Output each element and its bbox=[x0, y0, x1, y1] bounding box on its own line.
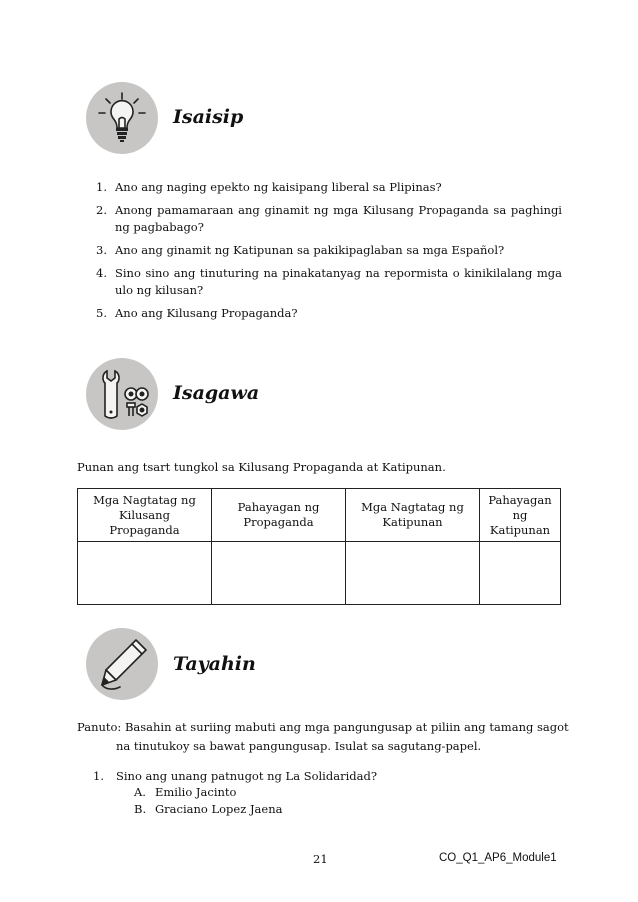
question-number: 1. bbox=[93, 769, 104, 783]
blank-answer-cell[interactable] bbox=[78, 542, 212, 605]
panuto-line-1: Panuto: Basahin at suriing mabuti ang mga pangungusap at piliin ang tamang sagot bbox=[77, 720, 569, 734]
pencil-icon bbox=[86, 628, 158, 700]
fill-in-table bbox=[77, 488, 561, 605]
table-header-cell: Mga Nagtatag ng Katipunan bbox=[346, 489, 480, 542]
item-number: 3. bbox=[96, 243, 107, 257]
list-item bbox=[96, 265, 562, 299]
section-title-isagawa: Isagawa bbox=[173, 382, 260, 404]
question-text: Sino ang unang patnugot ng La Solidaridad? bbox=[116, 769, 377, 783]
section-title-tayahin: Tayahin bbox=[173, 653, 256, 675]
list-item bbox=[96, 305, 562, 322]
list-item bbox=[96, 202, 562, 236]
question-list bbox=[96, 179, 562, 328]
item-text: Ano ang ginamit ng Katipunan sa pakikipaglaban sa mga Español? bbox=[115, 243, 505, 257]
tools-icon bbox=[86, 358, 158, 430]
item-number: 1. bbox=[96, 180, 107, 194]
list-item bbox=[96, 179, 562, 196]
table-header-cell: Pahayagan ng Katipunan bbox=[480, 489, 561, 542]
panuto-line-2: na tinutukoy sa bawat pangungusap. Isulat sa sagutang-papel. bbox=[116, 739, 482, 753]
section-title-isaisip: Isaisip bbox=[173, 106, 244, 128]
list-item bbox=[96, 242, 562, 259]
table-header-cell: Pahayagan ng Propaganda bbox=[212, 489, 346, 542]
table-header-row bbox=[78, 489, 561, 542]
choice-text: Emilio Jacinto bbox=[155, 785, 237, 799]
item-number: 5. bbox=[96, 306, 107, 320]
table-row bbox=[78, 542, 561, 605]
choice-letter: A. bbox=[134, 785, 146, 799]
item-text: Sino sino ang tinuturing na pinakatanyag na repormista o kinikilalang mga ulo ng kilusan? bbox=[115, 266, 562, 297]
item-text: Anong pamamaraan ang ginamit ng mga Kilusang Propaganda sa paghingi ng pagbabago? bbox=[115, 203, 562, 234]
blank-answer-cell[interactable] bbox=[346, 542, 480, 605]
module-code: CO_Q1_AP6_Module1 bbox=[439, 852, 557, 864]
item-number: 2. bbox=[96, 203, 107, 217]
chart-instruction: Punan ang tsart tungkol sa Kilusang Propaganda at Katipunan. bbox=[77, 460, 446, 474]
blank-answer-cell[interactable] bbox=[480, 542, 561, 605]
lightbulb-icon bbox=[86, 82, 158, 154]
page-number: 21 bbox=[313, 852, 328, 866]
item-number: 4. bbox=[96, 266, 107, 280]
choice-text: Graciano Lopez Jaena bbox=[155, 802, 283, 816]
choice-letter: B. bbox=[134, 802, 147, 816]
blank-answer-cell[interactable] bbox=[212, 542, 346, 605]
table-header-cell: Mga Nagtatag ng Kilusang Propaganda bbox=[78, 489, 212, 542]
item-text: Ano ang naging epekto ng kaisipang liberal sa Plipinas? bbox=[115, 180, 442, 194]
item-text: Ano ang Kilusang Propaganda? bbox=[115, 306, 298, 320]
